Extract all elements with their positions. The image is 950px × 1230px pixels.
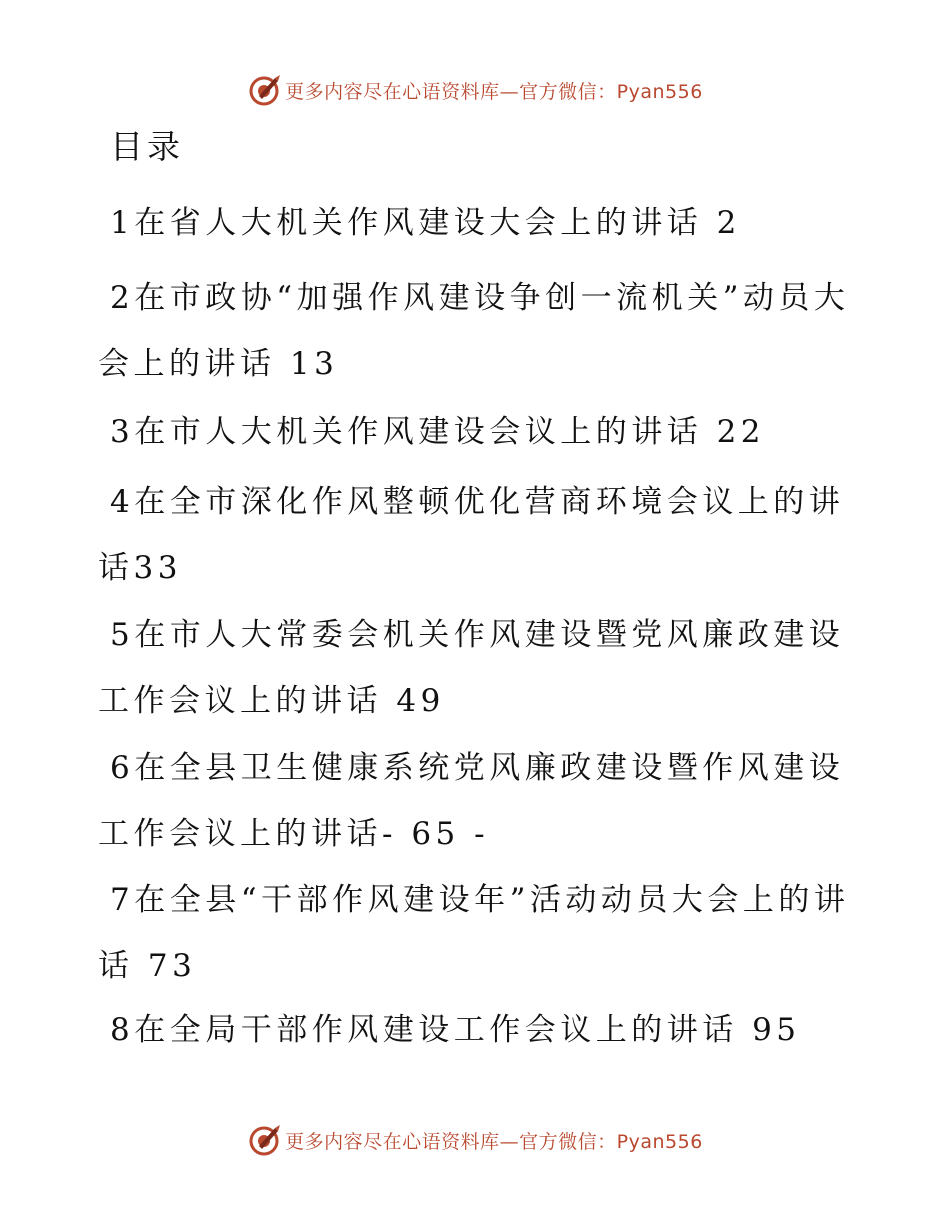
banner-text: 更多内容尽在心语资料库—官方微信：Pyan556: [285, 1130, 703, 1153]
footer-banner: [0, 1118, 950, 1162]
banner-text: 更多内容尽在心语资料库—官方微信：Pyan556: [285, 80, 703, 103]
toc-item-1[interactable]: 1在省人大机关作风建设大会上的讲话 2: [110, 205, 741, 241]
quill-pen-logo-icon: [247, 1123, 281, 1157]
toc-item-4[interactable]: 4在全市深化作风整顿优化营商环境会议上的讲话33: [98, 484, 845, 586]
toc-item-6[interactable]: 6在全县卫生健康系统党风廉政建设暨作风建设工作会议上的讲话- 65 -: [98, 750, 845, 852]
toc-item-2[interactable]: 2在市政协“加强作风建设争创一流机关”动员大会上的讲话 13: [98, 280, 850, 382]
banner-id: Pyan556: [616, 80, 703, 103]
header-banner: [0, 68, 950, 112]
toc-item-5[interactable]: 5在市人大常委会机关作风建设暨党风廉政建设工作会议上的讲话 49: [98, 617, 845, 719]
toc-item-3[interactable]: 3在市人大机关作风建设会议上的讲话 22: [110, 414, 766, 450]
banner-id: Pyan556: [616, 1130, 703, 1153]
toc-item-7[interactable]: 7在全县“干部作风建设年”活动动员大会上的讲话 73: [98, 882, 850, 984]
quill-pen-logo-icon: [247, 73, 281, 107]
toc-title: 目录: [110, 127, 184, 166]
toc-item-8[interactable]: 8在全局干部作风建设工作会议上的讲话 95: [110, 1012, 801, 1048]
